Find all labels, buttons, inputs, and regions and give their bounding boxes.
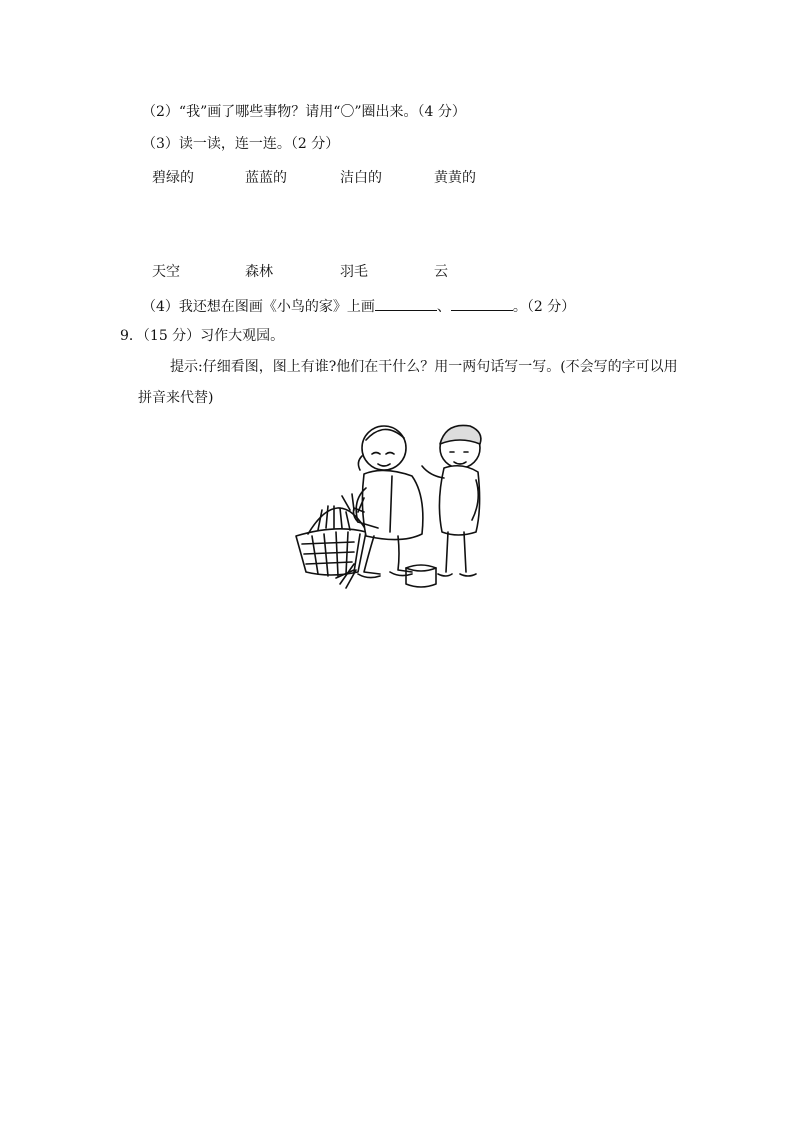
question-2: （2）“我”画了哪些事物？请用“〇”圈出来。（4 分） [142,104,466,120]
question-9-hint-line-2: 拼音来代替) [138,390,214,406]
question-4-prefix: （4）我还想在图画《小鸟的家》上画 [142,299,375,315]
top-word-3: 洁白的 [340,170,382,186]
grandma-and-boy-drawing-icon [288,418,498,596]
top-word-1: 碧绿的 [152,170,194,186]
answer-blank-2[interactable] [451,296,513,311]
bottom-word-4: 云 [434,264,448,280]
question-4 [142,296,575,317]
question-9-title: 9．（15 分）习作大观园。 [120,328,285,344]
answer-blank-1[interactable] [375,296,437,311]
bottom-word-3: 羽毛 [340,264,368,280]
question-3: （3）读一读，连一连。（2 分） [142,136,340,152]
question-9-hint-line-1: 提示:仔细看图，图上有谁?他们在干什么？用一两句话写一写。(不会写的字可以用 [170,359,678,375]
top-word-2: 蓝蓝的 [245,170,287,186]
bottom-word-1: 天空 [152,264,180,280]
question-4-separator: 、 [436,299,451,315]
question-4-suffix: 。（2 分） [512,299,576,315]
bottom-word-2: 森林 [245,264,273,280]
top-word-4: 黄黄的 [434,170,476,186]
